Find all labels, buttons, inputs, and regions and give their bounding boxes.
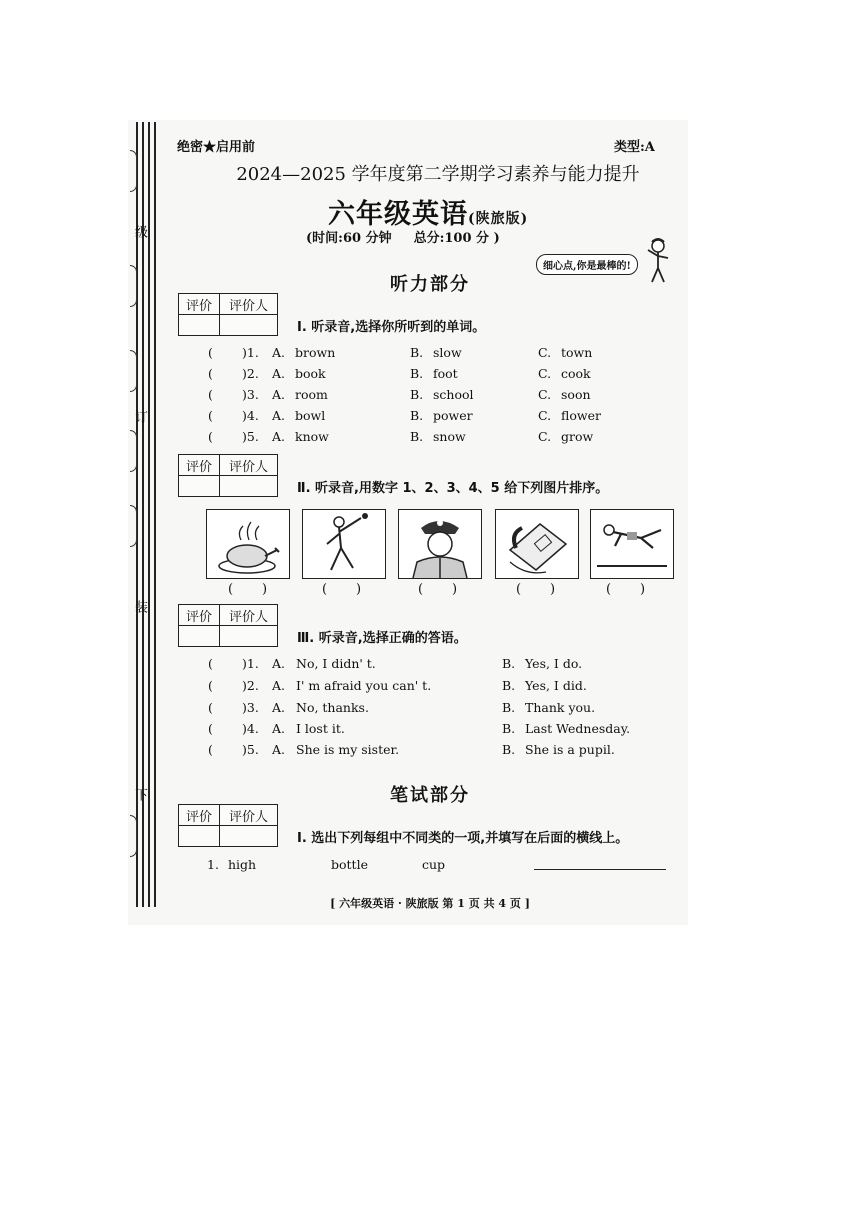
- option-letter: B.: [502, 700, 516, 715]
- list-item: [0, 366, 860, 386]
- option-c: grow: [561, 429, 594, 444]
- ordering-blank[interactable]: ( ): [322, 582, 362, 597]
- option-b: power: [433, 408, 473, 423]
- binding-label: 级: [132, 225, 147, 238]
- score-header-evaluator: 评价人: [220, 294, 278, 315]
- option-letter: C.: [538, 366, 552, 381]
- question-number: )2.: [242, 366, 259, 381]
- option-letter: C.: [538, 429, 552, 444]
- option-b: Thank you.: [525, 700, 596, 715]
- binding-label: 订: [132, 410, 147, 423]
- answer-blank[interactable]: (: [208, 700, 213, 715]
- option-a: I' m afraid you can' t.: [296, 678, 432, 693]
- score-box: [178, 454, 278, 497]
- question-number: 1.: [207, 857, 219, 872]
- option-letter: B.: [502, 656, 516, 671]
- option-a: bowl: [295, 408, 326, 423]
- list-item: [0, 721, 860, 741]
- list-item: [0, 678, 860, 698]
- listening-section-title: 听力部分: [390, 274, 470, 295]
- subject-title: [328, 192, 528, 231]
- score-cell[interactable]: [179, 476, 220, 497]
- option-letter: A.: [272, 656, 286, 671]
- ordering-blank[interactable]: ( ): [606, 582, 646, 597]
- question-number: )4.: [242, 408, 259, 423]
- option-letter: B.: [410, 408, 424, 423]
- option-a: No, thanks.: [296, 700, 369, 715]
- option-letter: B.: [410, 387, 424, 402]
- list-item: [0, 656, 860, 676]
- evaluator-cell[interactable]: [220, 626, 278, 647]
- option-b: snow: [433, 429, 466, 444]
- answer-line[interactable]: [534, 869, 666, 870]
- option-a: book: [295, 366, 326, 381]
- option-letter: A.: [272, 742, 286, 757]
- exam-meta: [306, 227, 522, 246]
- answer-blank[interactable]: (: [208, 429, 213, 444]
- answer-blank[interactable]: (: [208, 345, 213, 360]
- evaluator-cell[interactable]: [220, 826, 278, 847]
- option-a: No, I didn' t.: [296, 656, 376, 671]
- option-letter: C.: [538, 387, 552, 402]
- question-number: )4.: [242, 721, 259, 736]
- option-b: slow: [433, 345, 462, 360]
- score-header-evaluator: 评价人: [220, 605, 278, 626]
- question-number: )3.: [242, 387, 259, 402]
- option-letter: A.: [272, 700, 286, 715]
- word-option: cup: [422, 857, 446, 872]
- option-letter: A.: [272, 678, 286, 693]
- time-label: (时间:60 分钟: [306, 231, 392, 246]
- roast-chicken-icon: [206, 509, 290, 579]
- option-letter: A.: [272, 345, 286, 360]
- option-a: brown: [295, 345, 336, 360]
- option-letter: C.: [538, 408, 552, 423]
- list-item: [0, 387, 860, 407]
- option-letter: A.: [272, 721, 286, 736]
- option-b: Last Wednesday.: [525, 721, 631, 736]
- score-cell[interactable]: [179, 826, 220, 847]
- word-option: high: [228, 857, 257, 872]
- binding-tick: [130, 505, 137, 547]
- police-officer-icon: [398, 509, 482, 579]
- confidential-label: 绝密★启用前: [177, 140, 256, 155]
- question-number: )5.: [242, 742, 259, 757]
- score-cell[interactable]: [179, 626, 220, 647]
- score-box: [178, 293, 278, 336]
- score-cell[interactable]: [179, 315, 220, 336]
- option-a: know: [295, 429, 329, 444]
- evaluator-cell[interactable]: [220, 476, 278, 497]
- evaluator-cell[interactable]: [220, 315, 278, 336]
- score-header-evaluation: 评价: [179, 455, 220, 476]
- score-header-evaluator: 评价人: [220, 455, 278, 476]
- question-number: )3.: [242, 700, 259, 715]
- question-number: )1.: [242, 345, 259, 360]
- binding-tick: [130, 815, 137, 857]
- binding-label: 下: [132, 788, 147, 801]
- paper-type-label: 类型:A: [614, 140, 655, 155]
- writing-part1-heading: Ⅰ. 选出下列每组中不同类的一项,并填写在后面的横线上。: [297, 831, 629, 846]
- list-item: [0, 345, 860, 365]
- question-number: )5.: [242, 429, 259, 444]
- option-letter: B.: [502, 742, 516, 757]
- high-jump-icon: [590, 509, 674, 579]
- list-item: [0, 429, 860, 449]
- writing-section-title: 笔试部分: [390, 785, 470, 806]
- option-letter: A.: [272, 429, 286, 444]
- binding-label: 装: [132, 600, 147, 613]
- exam-title: 2024—2025 学年度第二学期学习素养与能力提升: [236, 164, 640, 185]
- option-c: flower: [561, 408, 601, 423]
- ordering-blank[interactable]: ( ): [516, 582, 556, 597]
- score-header-evaluation: 评价: [179, 605, 220, 626]
- option-letter: A.: [272, 366, 286, 381]
- option-b: Yes, I do.: [525, 656, 583, 671]
- option-b: Yes, I did.: [525, 678, 587, 693]
- score-box: [178, 604, 278, 647]
- question-number: )2.: [242, 678, 259, 693]
- option-letter: B.: [410, 345, 424, 360]
- answer-blank[interactable]: (: [208, 387, 213, 402]
- total-score-label: 总分:100 分 ): [413, 231, 500, 246]
- option-letter: B.: [502, 721, 516, 736]
- answer-blank[interactable]: (: [208, 742, 213, 757]
- ordering-blank[interactable]: ( ): [418, 582, 458, 597]
- score-header-evaluator: 评价人: [220, 805, 278, 826]
- option-a: She is my sister.: [296, 742, 400, 757]
- edition-label: (陕旅版): [468, 211, 529, 227]
- option-letter: B.: [502, 678, 516, 693]
- telephone-icon: [495, 509, 579, 579]
- option-a: room: [295, 387, 328, 402]
- listening-part1-heading: Ⅰ. 听录音,选择你所听到的单词。: [297, 320, 486, 335]
- option-letter: A.: [272, 408, 286, 423]
- ordering-blank[interactable]: ( ): [228, 582, 268, 597]
- answer-blank[interactable]: (: [208, 366, 213, 381]
- listening-part3-heading: Ⅲ. 听录音,选择正确的答语。: [297, 631, 467, 646]
- question-number: )1.: [242, 656, 259, 671]
- answer-blank[interactable]: (: [208, 656, 213, 671]
- answer-blank[interactable]: (: [208, 408, 213, 423]
- score-header-evaluation: 评价: [179, 294, 220, 315]
- list-item: [0, 700, 860, 720]
- option-letter: B.: [410, 429, 424, 444]
- option-c: soon: [561, 387, 591, 402]
- list-item: [0, 742, 860, 762]
- encouragement-sticker: 细心点,你是最棒的!: [536, 254, 638, 275]
- option-c: town: [561, 345, 593, 360]
- score-header-evaluation: 评价: [179, 805, 220, 826]
- option-a: I lost it.: [296, 721, 345, 736]
- option-b: She is a pupil.: [525, 742, 615, 757]
- option-letter: A.: [272, 387, 286, 402]
- option-b: foot: [433, 366, 458, 381]
- answer-blank[interactable]: (: [208, 721, 213, 736]
- page-footer: [ 六年级英语 · 陕旅版 第 1 页 共 4 页 ]: [330, 897, 530, 910]
- list-item: [0, 408, 860, 428]
- option-c: cook: [561, 366, 591, 381]
- list-item: [0, 857, 860, 877]
- option-letter: B.: [410, 366, 424, 381]
- throwing-athlete-icon: [302, 509, 386, 579]
- option-letter: C.: [538, 345, 552, 360]
- listening-part2-heading: Ⅱ. 听录音,用数字 1、2、3、4、5 给下列图片排序。: [297, 481, 609, 496]
- word-option: bottle: [331, 857, 368, 872]
- subject-name: 六年级英语: [328, 199, 468, 230]
- score-box: [178, 804, 278, 847]
- answer-blank[interactable]: (: [208, 678, 213, 693]
- option-b: school: [433, 387, 474, 402]
